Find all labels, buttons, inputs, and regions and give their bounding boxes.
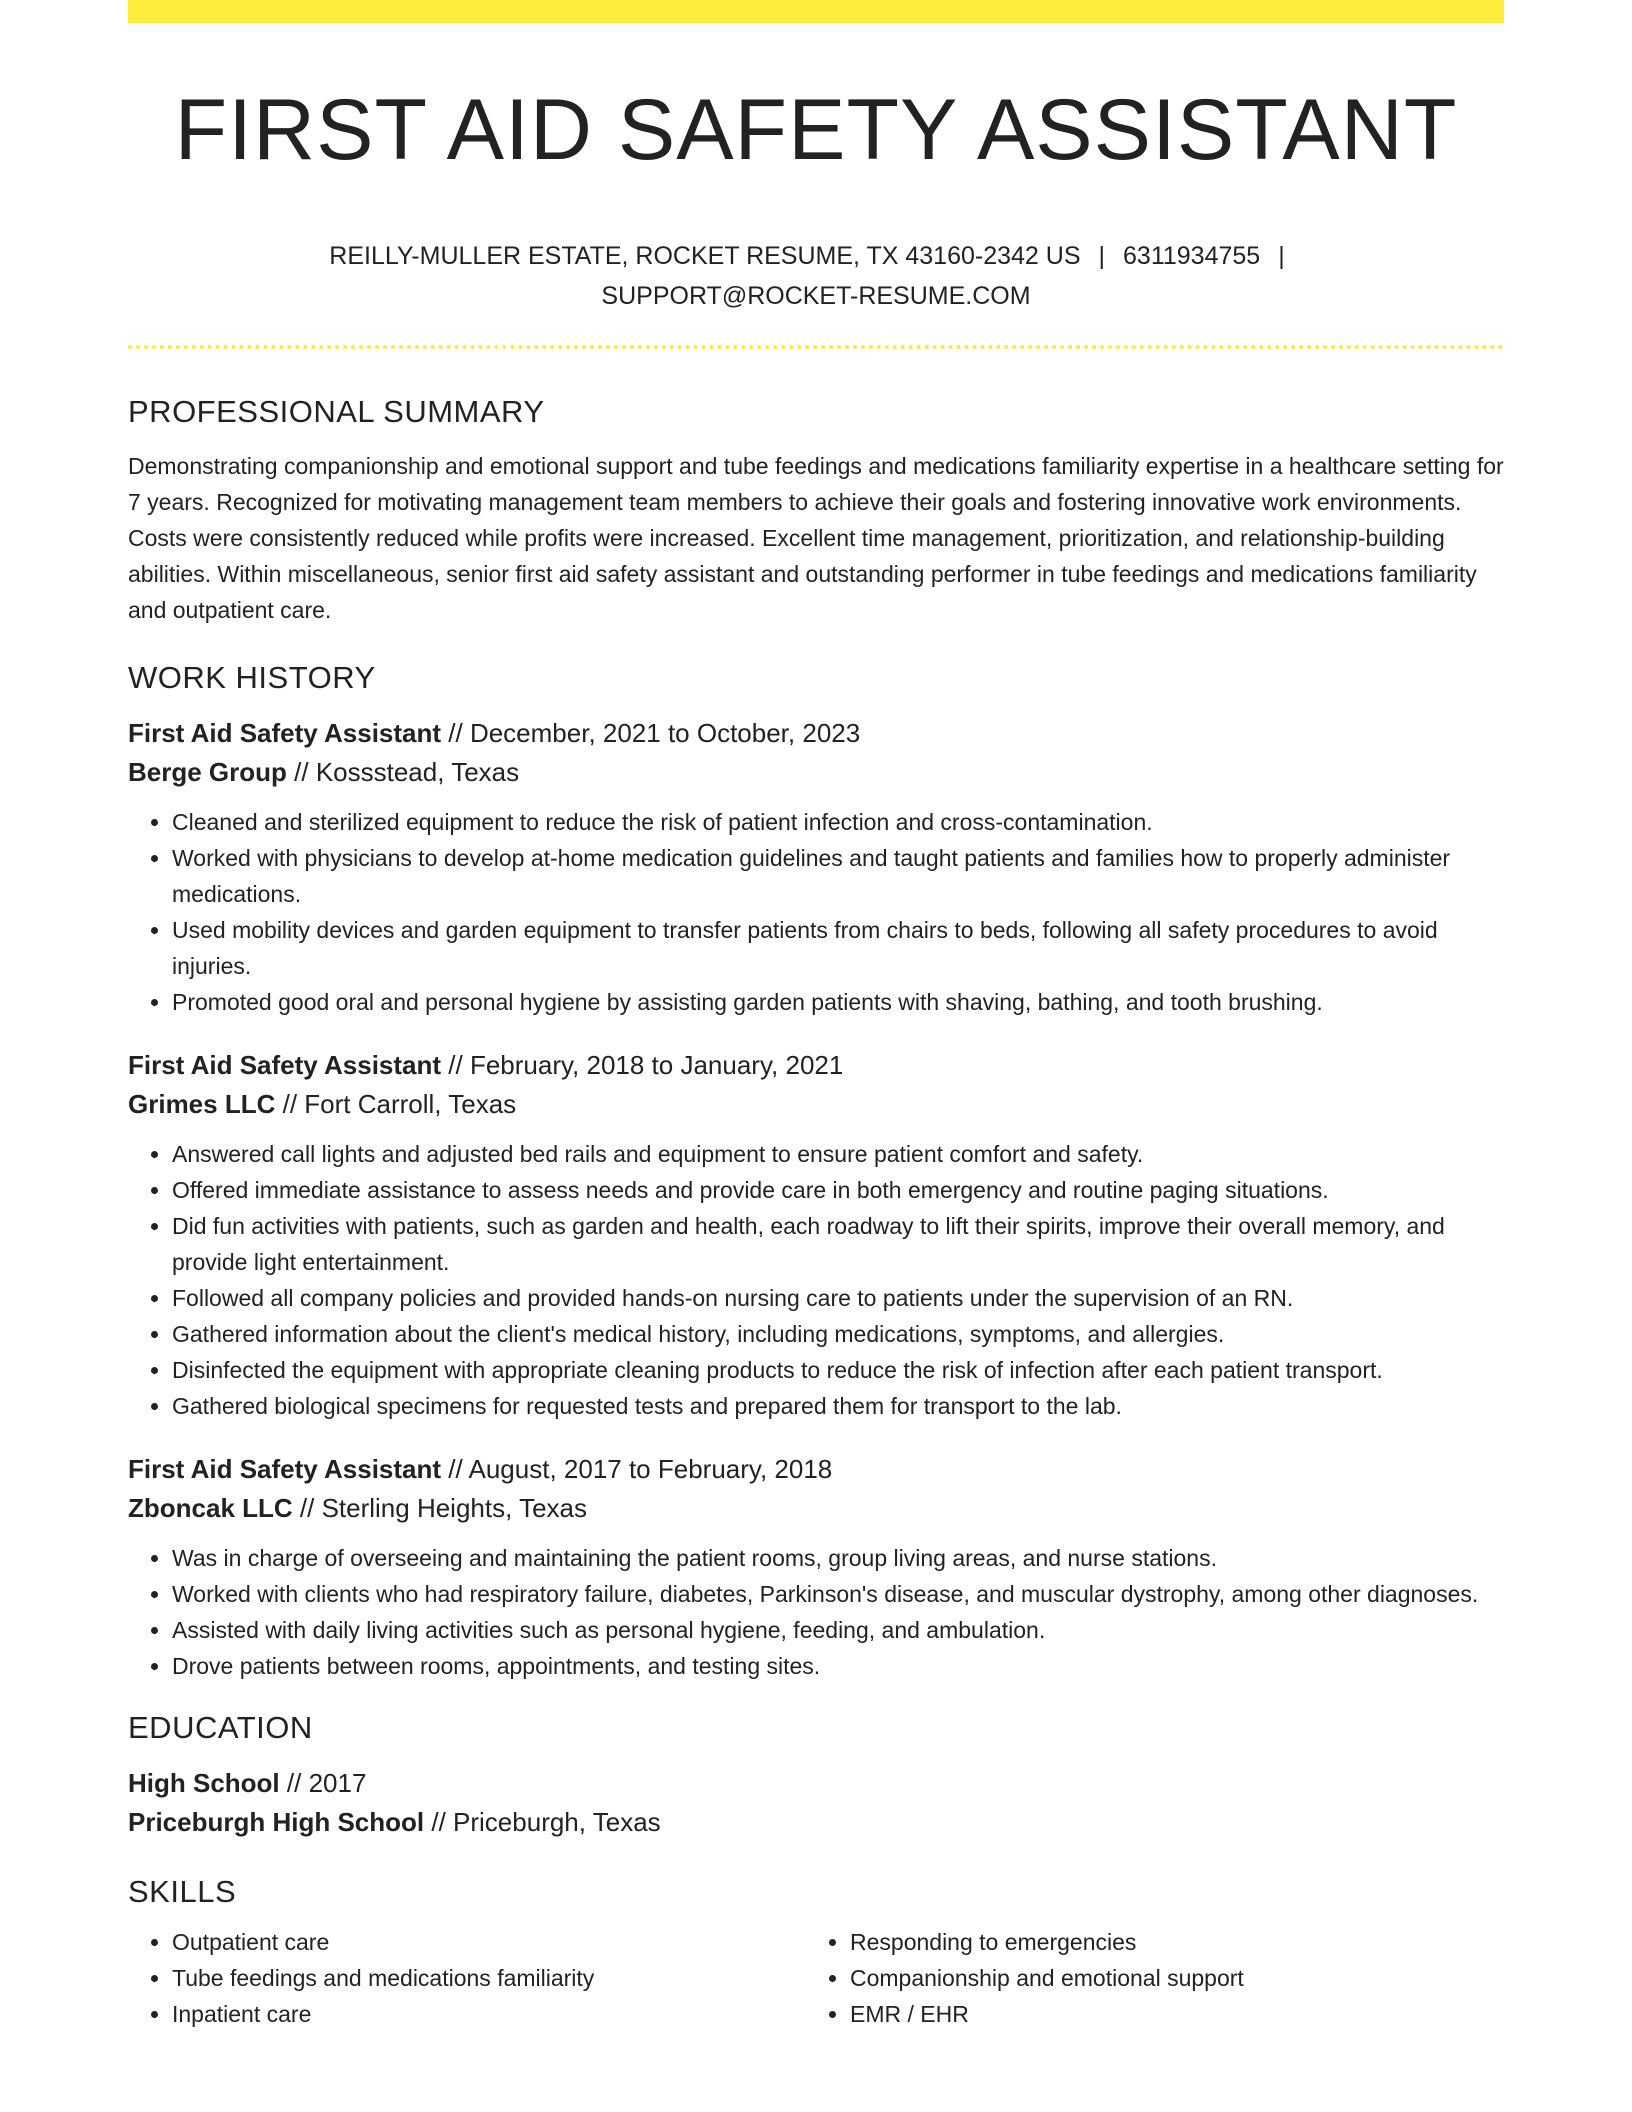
job-title-line [128, 1046, 1504, 1085]
header-divider [128, 345, 1504, 349]
skills-column-left [128, 1924, 806, 2032]
job-title: First Aid Safety Assistant [128, 718, 442, 748]
skill-item: • Inpatient care [172, 1996, 806, 2032]
job-bullet: • Drove patients between rooms, appointments, and testing sites. [172, 1648, 1504, 1684]
education-location: // Priceburgh, Texas [424, 1807, 661, 1837]
education-school: Priceburgh High School [128, 1807, 425, 1837]
job-bullet: • Did fun activities with patients, such as garden and health, each roadway to lift their spirits, improve their overall memory, and provide light entertainment. [172, 1208, 1504, 1280]
job-bullet: • Assisted with daily living activities such as personal hygiene, feeding, and ambulation. [172, 1612, 1504, 1648]
job-dates: // December, 2021 to October, 2023 [441, 718, 861, 748]
education-degree-line [128, 1764, 1504, 1803]
job-title-line [128, 714, 1504, 753]
job-company-line [128, 753, 1504, 792]
job-bullet: • Offered immediate assistance to assess needs and provide care in both emergency and routine paging situations. [172, 1172, 1504, 1208]
job-company: Grimes LLC [128, 1089, 276, 1119]
skills-column-right [806, 1924, 1484, 2032]
job-dates: // February, 2018 to January, 2021 [441, 1050, 844, 1080]
resume-name: FIRST AID SAFETY ASSISTANT [174, 82, 1458, 178]
job-company-line [128, 1085, 1504, 1124]
contact-email: SUPPORT@ROCKET-RESUME.COM [601, 282, 1031, 310]
summary-heading: PROFESSIONAL SUMMARY [128, 394, 545, 429]
skills-heading: SKILLS [128, 1874, 237, 1909]
job-bullet: • Was in charge of overseeing and maintaining the patient rooms, group living areas, and nurse stations. [172, 1540, 1504, 1576]
skill-item: • EMR / EHR [850, 1996, 1484, 2032]
education-school-line [128, 1803, 1504, 1842]
job-location: // Fort Carroll, Texas [275, 1089, 517, 1119]
summary-section [128, 390, 1504, 628]
job-bullet: • Disinfected the equipment with appropriate cleaning products to reduce the risk of infection after each patient transport. [172, 1352, 1504, 1388]
work-history-section [128, 656, 1504, 1684]
education-year: // 2017 [279, 1768, 367, 1798]
job-company: Zboncak LLC [128, 1493, 293, 1523]
top-accent-bar [128, 0, 1504, 23]
job-bullet: • Gathered information about the client's medical history, including medications, symptoms, and allergies. [172, 1316, 1504, 1352]
resume-content [128, 390, 1504, 2032]
job-entry [128, 1046, 1504, 1424]
job-bullet: • Worked with physicians to develop at-home medication guidelines and taught patients and families how to properly administer medications. [172, 840, 1504, 912]
skills-list-left [128, 1924, 806, 2032]
job-dates: // August, 2017 to February, 2018 [441, 1454, 833, 1484]
job-bullets [128, 1540, 1504, 1684]
job-company-line [128, 1489, 1504, 1528]
job-bullet: • Worked with clients who had respiratory failure, diabetes, Parkinson's disease, and muscular dystrophy, among other diagnoses. [172, 1576, 1504, 1612]
contact-separator: | [1098, 242, 1106, 270]
job-bullets [128, 1136, 1504, 1424]
job-title: First Aid Safety Assistant [128, 1454, 442, 1484]
job-bullets [128, 804, 1504, 1020]
skill-item: • Tube feedings and medications familiarity [172, 1960, 806, 1996]
skills-section [128, 1870, 1504, 2032]
job-title-line [128, 1450, 1504, 1489]
job-title: First Aid Safety Assistant [128, 1050, 442, 1080]
work-history-heading: WORK HISTORY [128, 660, 376, 695]
job-location: // Sterling Heights, Texas [292, 1493, 587, 1523]
contact-address: REILLY-MULLER ESTATE, ROCKET RESUME, TX 43160-2342 US [329, 242, 1081, 270]
contact-info [300, 236, 1332, 316]
contact-phone: 6311934755 [1123, 242, 1261, 270]
job-bullet: • Followed all company policies and provided hands-on nursing care to patients under the supervision of an RN. [172, 1280, 1504, 1316]
education-section [128, 1706, 1504, 1842]
skills-list-right [806, 1924, 1484, 2032]
job-company: Berge Group [128, 757, 287, 787]
skill-item: • Companionship and emotional support [850, 1960, 1484, 1996]
education-degree: High School [128, 1768, 280, 1798]
skills-columns [128, 1924, 1504, 2032]
job-entry [128, 714, 1504, 1020]
summary-text: Demonstrating companionship and emotional support and tube feedings and medications familiarity expertise in a healthcare setting for 7 years. Recognized for motivating management team members to achieve their goals and fostering innovative work environments. Costs were consistently reduced while profits were increased. Excellent time management, prioritization, and relationship-building abilities. Within miscellaneous, senior first aid safety assistant and outstanding performer in tube feedings and medications familiarity and outpatient care. [128, 453, 1504, 623]
skill-item: • Outpatient care [172, 1924, 806, 1960]
contact-separator: | [1278, 242, 1285, 270]
job-bullet: • Promoted good oral and personal hygiene by assisting garden patients with shaving, bathing, and tooth brushing. [172, 984, 1504, 1020]
job-bullet: • Cleaned and sterilized equipment to reduce the risk of patient infection and cross-contamination. [172, 804, 1504, 840]
job-list [128, 714, 1504, 1684]
skill-item: • Responding to emergencies [850, 1924, 1484, 1960]
job-bullet: • Answered call lights and adjusted bed rails and equipment to ensure patient comfort and safety. [172, 1136, 1504, 1172]
education-heading: EDUCATION [128, 1710, 313, 1745]
job-entry [128, 1450, 1504, 1684]
job-bullet: • Used mobility devices and garden equipment to transfer patients from chairs to beds, following all safety procedures to avoid injuries. [172, 912, 1504, 984]
job-bullet: • Gathered biological specimens for requested tests and prepared them for transport to the lab. [172, 1388, 1504, 1424]
job-location: // Kossstead, Texas [286, 757, 520, 787]
